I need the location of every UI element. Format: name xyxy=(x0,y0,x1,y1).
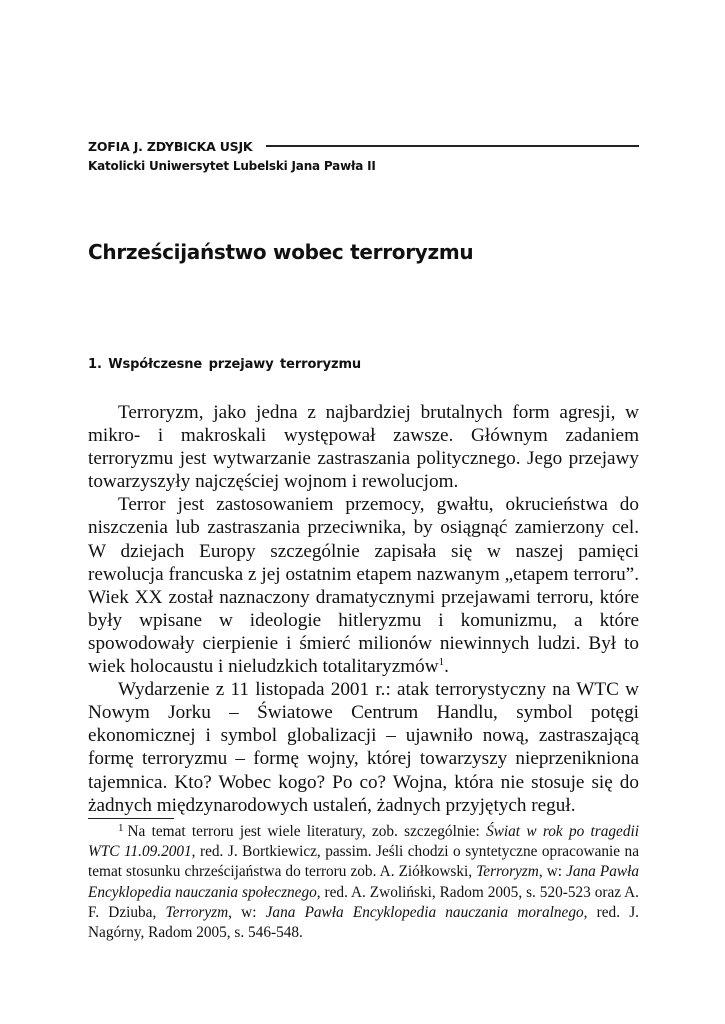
footnote-title-4: Terroryzm xyxy=(165,903,229,921)
article-title: Chrześcijaństwo wobec terroryzmu xyxy=(88,240,474,264)
paragraph-1: Terroryzm, jako jedna z najbardziej brutalnych form agresji, w mikro- i makroskali występował zawsze. Głównym zadaniem terroryzmu jest wytwarzanie zastraszania politycznego. Jego przejawy towarzyszyły najczęściej wojnom i rewolucjom. xyxy=(88,402,639,493)
paragraph-2-end: . xyxy=(444,656,449,678)
footnote-text-5: , w: xyxy=(228,903,266,921)
paragraph-2 xyxy=(88,493,639,678)
footnote-ref[interactable]: 1 xyxy=(438,656,445,669)
footnote-title-5: Jana Pawła Encyklopedia nauczania moralnego xyxy=(265,903,584,921)
author-affiliation: Katolicki Uniwersytet Lubelski Jana Pawła II xyxy=(88,159,376,173)
footnote-text-3: , w: xyxy=(538,863,567,881)
footnote-text-6: , red. J. Nagórny, Radom 2005, s. 546-548. xyxy=(88,903,639,942)
section-heading: 1. Współczesne przejawy terroryzmu xyxy=(88,357,362,372)
footnote-title-2: Terroryzm xyxy=(476,863,539,881)
footnote-text-1: Na temat terroru jest wiele literatury, zob. szczególnie: xyxy=(127,823,487,840)
footnote-number: 1 xyxy=(118,822,124,834)
footnote-title-3: Jana Pawła Encyklopedia nauczania społecznego xyxy=(88,863,639,901)
footnote-text-2: , red. J. Bortkiewicz, passim. Jeśli chodzi o syntetyczne opracowanie na temat stosunku chrześcijaństwa do terroru zob. A. Ziółkowski, xyxy=(88,843,639,881)
footnote xyxy=(88,822,639,943)
page xyxy=(88,0,639,1024)
footnote-rule xyxy=(88,818,174,819)
paragraph-2-text: Terror jest zastosowaniem przemocy, gwałtu, okrucieństwa do niszczenia lub zastraszania przeciwnika, by osiągnąć zamierzony cel. W dziejach Europy szczególnie zapisała się w naszej pamięci rewolucja francuska z jej ostatnim etapem nazwanym „etapem terroru”. Wiek XX został naznaczony dramatycznymi przejawami terroru, które były wpisane w ideologie hitleryzmu i komunizmu, a które spowodowały cierpienie i śmierć milionów niewinnych ludzi. Był to wiek holocaustu i nieludzkich totalitaryzmów xyxy=(88,494,639,678)
header-rule xyxy=(266,145,639,146)
footnote-title-1: Świat w rok po tragedii WTC 11.09.2001 xyxy=(88,823,639,861)
author-name: ZOFIA J. ZDYBICKA USJK xyxy=(88,138,253,154)
article-body xyxy=(88,401,639,817)
author-row xyxy=(88,137,639,155)
paragraph-3: Wydarzenie z 11 listopada 2001 r.: atak terrorystyczny na WTC w Nowym Jorku – Światowe Centrum Handlu, symbol potęgi ekonomicznej i symbol globalizacji – ujawniło nową, zastraszającą formę terroryzmu – formę wojny, której towarzyszy nieprzenikniona tajemnica. Kto? Wobec kogo? Po co? Wojna, która nie stosuje się do żadnych międzynarodowych ustaleń, żadnych przyjętych reguł. xyxy=(88,679,639,816)
footnote-text xyxy=(88,822,639,943)
footnote-text-4: , red. A. Zwoliński, Radom 2005, s. 520-523 oraz A. F. Dziuba, xyxy=(88,883,639,921)
